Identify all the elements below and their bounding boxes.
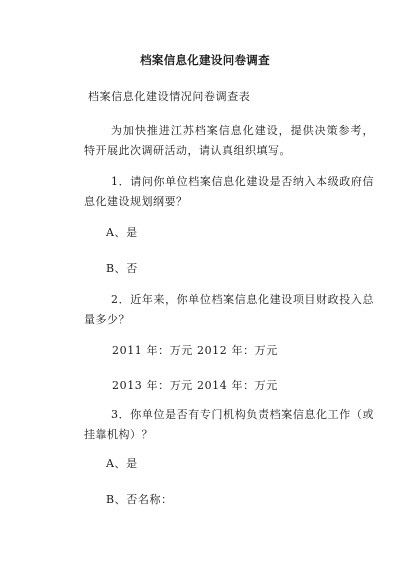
question-3: 3．你单位是否有专门机构负责档案信息化工作（或挂靠机构）？	[84, 408, 374, 441]
question-1-option-a: A、是	[106, 226, 138, 239]
intro-paragraph: 为加快推进江苏档案信息化建设，提供决策参考，特开展此次调研活动，请认真组织填写。	[84, 124, 374, 157]
question-1: 1．请问你单位档案信息化建设是否纳入本级政府信息化建设规划纲要？	[84, 175, 374, 208]
question-2-years-2013-2014: 2013 年：万元 2014 年：万元	[112, 379, 278, 392]
question-1-option-b: B、否	[106, 262, 138, 275]
question-2: 2．近年来，你单位档案信息化建设项目财政投入总量多少？	[84, 293, 374, 326]
question-3-option-b: B、否名称：	[106, 493, 173, 506]
document-title: 档案信息化建设问卷调查	[140, 53, 270, 67]
document-subtitle: 档案信息化建设情况问卷调查表	[88, 90, 251, 103]
question-2-years-2011-2012: 2011 年：万元 2012 年：万元	[112, 344, 278, 357]
question-3-option-a: A、是	[106, 457, 138, 470]
